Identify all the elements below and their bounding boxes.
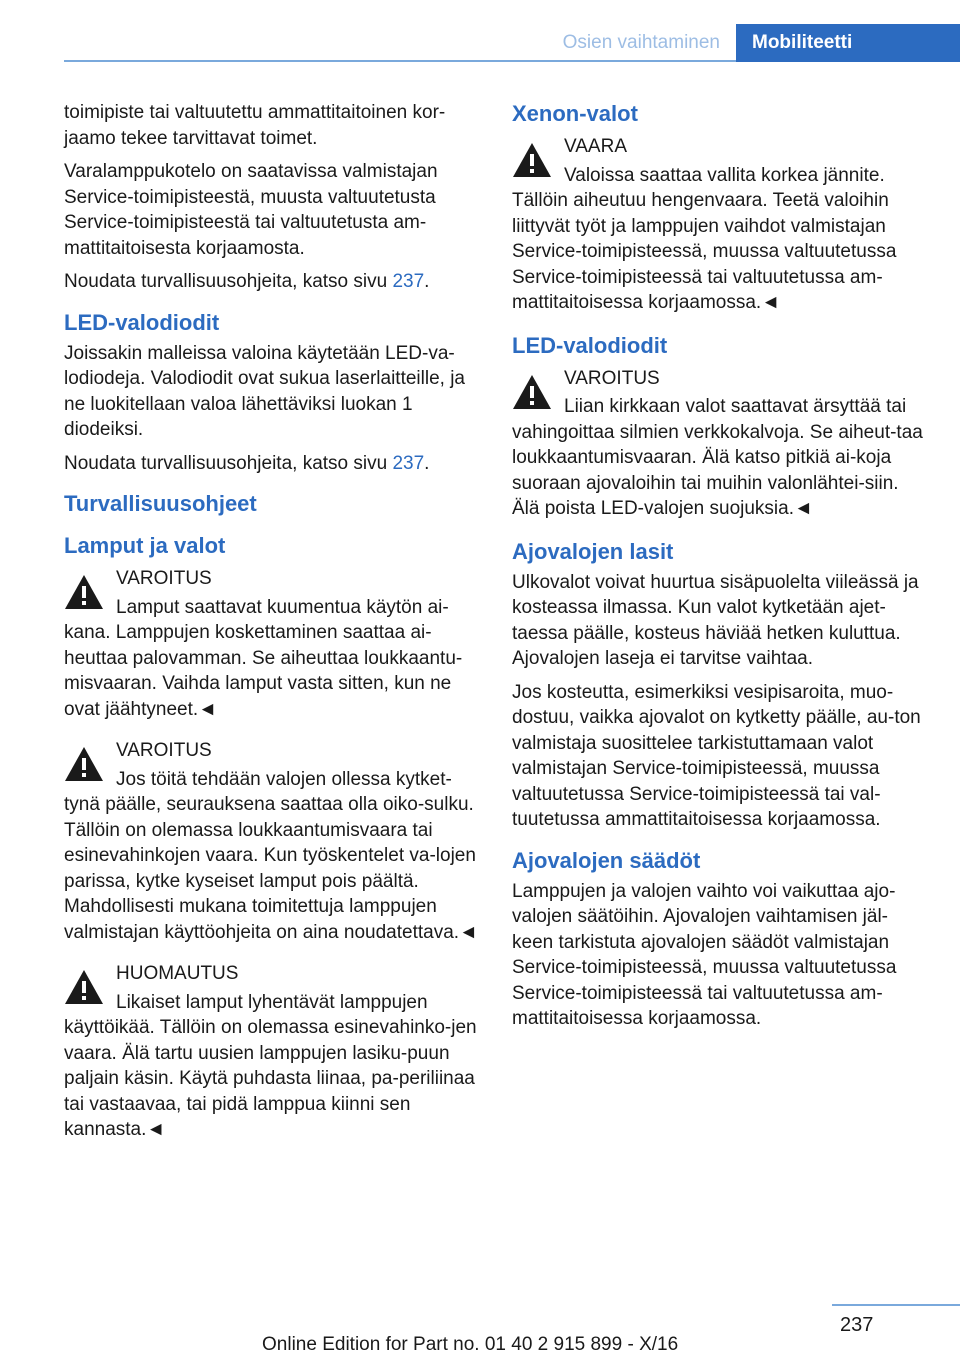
paragraph: Lamppujen ja valojen vaihto voi vaikuttaa ajo-valojen säätöihin. Ajovalojen vaihtamisen jäl-keen tarkistuta ajovalojen säädöt valmistajan Service-toimipisteessä, muussa valtuutetussa Service-toimipisteessä tai valtuutetussa am-mattitaitoisessa korjaamossa.: [512, 880, 897, 1029]
section-heading-safety: Turvallisuusohjeet: [64, 491, 257, 516]
danger-text: Tällöin aiheutuu hengenvaara. Teetä valoihin liittyvät työt ja lamppujen vaihdot valmistajan Service-toimipisteessä, muussa valtuutetussa Service-toimipisteessä tai valtuutetussa am-mattitaitoisessa korjaamossa.◄: [512, 190, 897, 313]
section-heading-lenses: Ajovalojen lasit: [512, 538, 674, 564]
page-number: 237: [840, 1314, 874, 1336]
danger-text: Valoissa saattaa vallita korkea jännite.: [564, 164, 885, 186]
footer-rule: [832, 1304, 960, 1306]
header-chapter-tab[interactable]: Mobiliteetti: [736, 24, 960, 62]
warning-label: VAROITUS: [116, 740, 212, 761]
warning-text: tynä päälle, seurauksena saattaa olla oiko-sulku. Tällöin on olemassa loukkaantumisvaara tai esinevahinkojen vaara. Kun työskentelet va-lojen parissa, kytke kyseiset lamput pois päältä. Mahdollisesti mukana toimitettuja lamppujen valmistajan käyttöohjeita on aina noudatettava.◄: [64, 794, 478, 943]
paragraph: Noudata turvallisuusohjeita, katso sivu 237.: [64, 271, 430, 292]
danger-block: [512, 134, 928, 316]
notice-text: käyttöikää. Tällöin on olemassa esinevahinko-jen vaara. Älä tartu uusien lamppujen lasiku-puun paljain käsin. Käytä puhdasta liinaa, pa-periliinaa tai vastaavaa, tai pidä lamppua kiinni sen kannasta.◄: [64, 1017, 477, 1140]
paragraph: Varalamppukotelo on saatavissa valmistajan Service-toimipisteestä, muusta valtuutetusta Service-toimipisteestä tai valtuutetusta am-mattitaitoisesta korjaamosta.: [64, 161, 438, 259]
warning-triangle-icon: [512, 142, 552, 178]
warning-block: [64, 738, 480, 945]
warning-triangle-icon: [64, 574, 104, 610]
left-column: [64, 100, 480, 1159]
warning-text: kana. Lamppujen koskettaminen saattaa ai-heuttaa palovamman. Se aiheuttaa loukkaantu-misvaaran. Vaihda lamput vasta sitten, kun ne ovat jäähtyneet.◄: [64, 622, 463, 720]
section-heading-led: LED-valodiodit: [512, 332, 668, 358]
section-heading-adjust: Ajovalojen säädöt: [512, 847, 701, 873]
danger-label: VAARA: [564, 136, 628, 157]
warning-triangle-icon: [64, 746, 104, 782]
notice-block: [64, 961, 480, 1143]
warning-triangle-icon: [64, 969, 104, 1005]
section-heading-lamps: Lamput ja valot: [64, 533, 226, 558]
warning-label: VAROITUS: [564, 367, 660, 389]
paragraph: Ulkovalot voivat huurtua sisäpuolelta viileässä ja kosteassa ilmassa. Kun valot kytketään ajet-taessa päälle, kosteus häviää hetken kuluttua. Ajovalojen laseja ei tarvitse vaihtaa.: [512, 571, 919, 669]
page-link[interactable]: 237: [392, 452, 425, 474]
notice-label: HUOMAUTUS: [116, 963, 239, 984]
section-heading-xenon: Xenon-valot: [512, 101, 638, 126]
warning-text: Liian kirkkaan valot saattavat ärsyttää tai: [564, 396, 907, 417]
warning-text: Jos töitä tehdään valojen ollessa kytket-: [116, 768, 452, 790]
section-heading-led: LED-valodiodit: [64, 309, 220, 335]
warning-text: Lamput saattavat kuumentua käytön ai-: [116, 596, 449, 618]
warning-block: [512, 366, 928, 522]
paragraph: Jos kosteutta, esimerkiksi vesipisaroita, muo-dostuu, vaikka ajovalot on kytketty päälle, au-ton valmistaja suosittelee tarkistuttamaan valot valmistajan Service-toimipisteessä, muussa valtuutetussa Service-toimipisteessä tai val-tuutetussa ammattitaitoisessa korjaamossa.: [512, 681, 921, 830]
warning-block: [64, 566, 480, 722]
paragraph: Joissakin malleissa valoina käytetään LED-va-lodiodeja. Valodiodit ovat sukua laserlaitteille, ja ne luokitellaan valoa lähettäviksi luokan 1 diodeiksi.: [64, 342, 466, 440]
right-column: [512, 100, 928, 1040]
notice-text: Likaiset lamput lyhentävät lamppujen: [116, 991, 428, 1013]
warning-text: vahingoittaa silmien verkkokalvoja. Se aiheut-taa loukkaantumisvaaran. Älä katso pitkiä ai-koja suoraan ajovaloihin tai muihin valonlähtei-siin. Älä poista LED-valojen suojuksia.◄: [512, 421, 923, 519]
paragraph: toimipiste tai valtuutettu ammattitaitoinen kor-jaamo tekee tarvittavat toimet.: [64, 102, 446, 149]
edition-footer: Online Edition for Part no. 01 40 2 915 899 - X/16: [262, 1334, 679, 1355]
warning-label: VAROITUS: [116, 568, 212, 589]
paragraph: Noudata turvallisuusohjeita, katso sivu 237.: [64, 452, 430, 474]
page-link[interactable]: 237: [392, 271, 425, 292]
warning-triangle-icon: [512, 374, 552, 410]
header-section-tab[interactable]: Osien vaihtaminen: [562, 32, 720, 53]
